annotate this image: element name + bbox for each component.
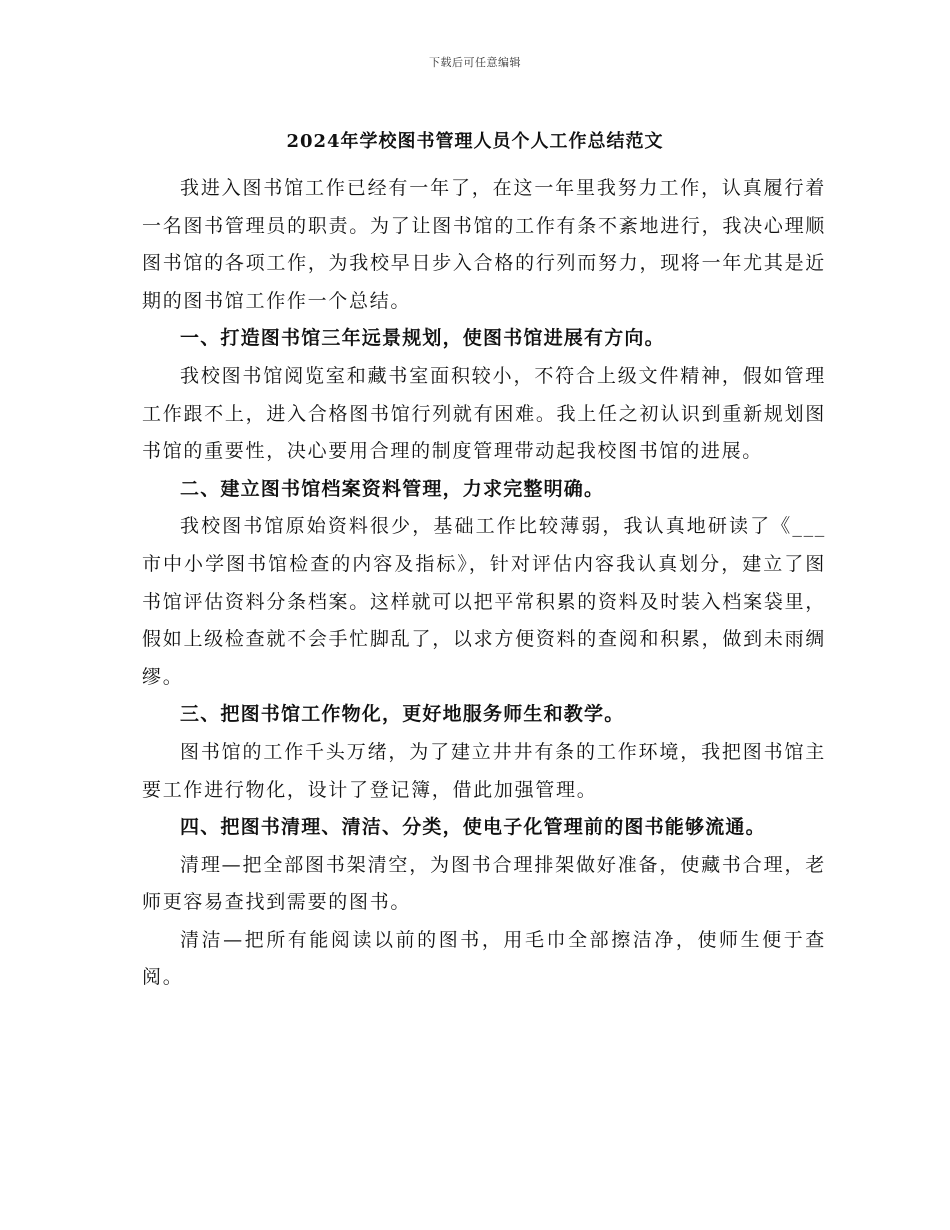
document-body xyxy=(142,170,826,997)
section-body-4-cleaning: 清洁—把所有能阅读以前的图书，用毛巾全部擦洁净，使师生便于查阅。 xyxy=(142,928,826,989)
section-body-2: 我校图书馆原始资料很少，基础工作比较薄弱，我认真地研读了《___市中小学图书馆检查的内容及指标》，针对评估内容我认真划分，建立了图书馆评估资料分条档案。这样就可以把平常积累的资料及时装入档案袋里，假如上级检查就不会手忙脚乱了，以求方便资料的查阅和积累，做到未雨绸缪。 xyxy=(142,515,826,688)
section-body-3: 图书馆的工作千头万绪，为了建立井井有条的工作环境，我把图书馆主要工作进行物化，设计了登记簿，借此加强管理。 xyxy=(142,740,826,801)
section-body-4-cleanup: 清理—把全部图书架清空，为图书合理排架做好准备，使藏书合理，老师更容易查找到需要的图书。 xyxy=(142,853,826,914)
intro-paragraph: 我进入图书馆工作已经有一年了，在这一年里我努力工作，认真履行着一名图书管理员的职责。为了让图书馆的工作有条不紊地进行，我决心理顺图书馆的各项工作，为我校早日步入合格的行列而努力，现将一年尤其是近期的图书馆工作作一个总结。 xyxy=(142,177,826,312)
download-note: 下载后可任意编辑 xyxy=(429,56,521,69)
section-heading-1: 一、打造图书馆三年远景规划，使图书馆进展有方向。 xyxy=(180,327,665,350)
section-heading-4: 四、把图书清理、清洁、分类，使电子化管理前的图书能够流通。 xyxy=(180,816,766,839)
document-title: 2024年学校图书管理人员个人工作总结范文 xyxy=(286,131,664,152)
section-heading-2: 二、建立图书馆档案资料管理，力求完整明确。 xyxy=(180,477,605,500)
section-body-1: 我校图书馆阅览室和藏书室面积较小，不符合上级文件精神，假如管理工作跟不上，进入合格图书馆行列就有困难。我上任之初认识到重新规划图书馆的重要性，决心要用合理的制度管理带动起我校图书馆的进展。 xyxy=(142,364,826,463)
section-heading-3: 三、把图书馆工作物化，更好地服务师生和教学。 xyxy=(180,703,625,726)
